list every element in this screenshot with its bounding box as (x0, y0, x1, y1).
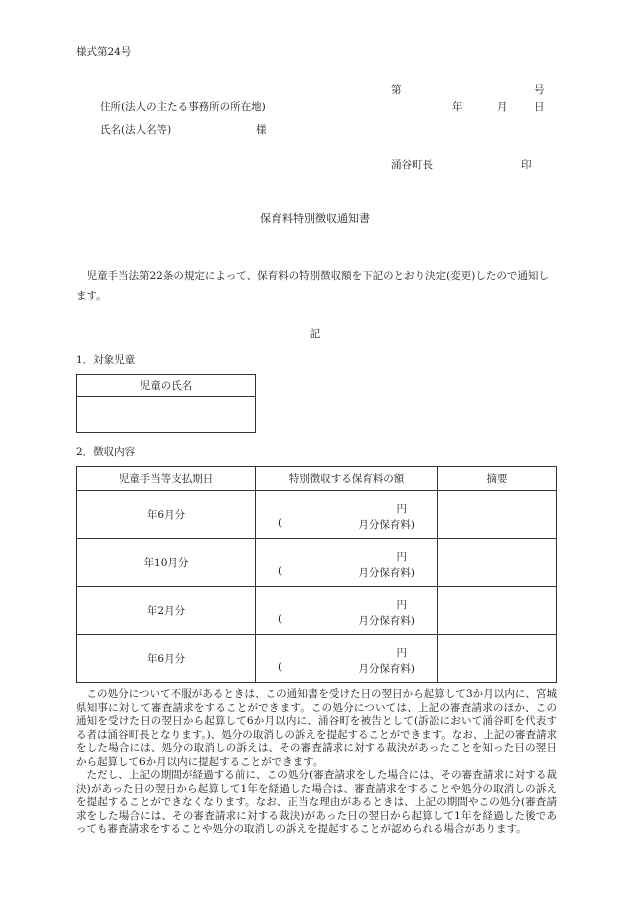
yen-unit: 円 (396, 551, 407, 563)
amount-cell (256, 539, 438, 587)
honorific: 様 (256, 124, 267, 136)
remarks-cell (438, 491, 557, 539)
table-row (77, 491, 557, 539)
yen-unit: 円 (396, 647, 407, 659)
notes (76, 688, 557, 837)
yen-unit: 円 (396, 503, 407, 515)
date-month: 月 (497, 101, 508, 113)
child-name-cell (77, 397, 256, 433)
month-note: 月分保育料) (358, 663, 415, 675)
child-name-header: 児童の氏名 (77, 375, 256, 397)
month-note: 月分保育料) (358, 567, 415, 579)
open-paren: ( (278, 613, 283, 625)
remarks-cell (438, 635, 557, 683)
ki-heading: 記 (309, 328, 321, 340)
period-cell: 年6月分 (77, 491, 256, 539)
yen-unit: 円 (396, 599, 407, 611)
amount-cell (256, 491, 438, 539)
address-label: 住所(法人の主たる事務所の所在地) (100, 101, 266, 113)
month-note: 月分保育料) (358, 615, 415, 627)
month-note: 月分保育料) (358, 519, 415, 531)
section1-heading: 1．対象児童 (76, 354, 136, 366)
amount-cell (256, 587, 438, 635)
document-number-suffix: 号 (534, 84, 545, 96)
collection-table (76, 466, 557, 683)
date-year: 年 (452, 101, 463, 113)
section2-heading: 2．徴収内容 (76, 446, 136, 458)
table-row (77, 539, 557, 587)
page-title: 保育料特別徴収通知書 (260, 212, 370, 225)
name-label: 氏名(法人名等) (100, 124, 172, 136)
note-paragraph: この処分について不服があるときは、この通知書を受けた日の翌日から起算して3か月以内に、宮城県知事に対して審査請求をすることができます。この処分については、上記の審査請求のほか、この通知を受けた日の翌日から起算して6か月以内に、涌谷町を被告として(訴訟において涌谷町を代表する者は涌谷町長となります。)、処分の取消しの訴えを提起することができます。なお、上記の審査請求をした場合には、処分の取消しの訴えは、その審査請求に対する裁決があったことを知った日の翌日から起算して6か月以内に提起することができます。 (76, 688, 557, 768)
table-row (77, 587, 557, 635)
amount-cell (256, 635, 438, 683)
remarks-cell (438, 587, 557, 635)
table-row (77, 635, 557, 683)
document-number-prefix: 第 (391, 84, 402, 96)
issuer: 涌谷町長 (391, 159, 433, 171)
period-cell: 年2月分 (77, 587, 256, 635)
intro-paragraph: 児童手当法第22条の規定によって、保育料の特別徴収額を下記のとおり決定(変更)したので通知します。 (76, 270, 549, 302)
column-header-payment-date: 児童手当等支払期日 (77, 467, 256, 491)
period-cell: 年10月分 (77, 539, 256, 587)
open-paren: ( (278, 517, 283, 529)
remarks-cell (438, 539, 557, 587)
form-number: 様式第24号 (76, 46, 132, 58)
note-paragraph: ただし、上記の期間が経過する前に、この処分(審査請求をした場合には、その審査請求に対する裁決)があった日の翌日から起算して1年を経過した場合は、審査請求をすることや処分の取消しの訴えを提起することができなくなります。なお、正当な理由があるときは、上記の期間やこの処分(審査請求をした場合には、その審査請求に対する裁決)があった日の翌日から起算して1年を経過した後であっても審査請求をすることや処分の取消しの訴えを提起することが認められる場合があります。 (76, 769, 557, 835)
open-paren: ( (278, 565, 283, 577)
seal-mark: 印 (521, 159, 532, 171)
date-day: 日 (534, 101, 545, 113)
child-table (76, 374, 256, 433)
column-header-amount: 特別徴収する保育料の額 (256, 467, 438, 491)
period-cell: 年6月分 (77, 635, 256, 683)
open-paren: ( (278, 661, 283, 673)
column-header-remarks: 摘要 (438, 467, 557, 491)
